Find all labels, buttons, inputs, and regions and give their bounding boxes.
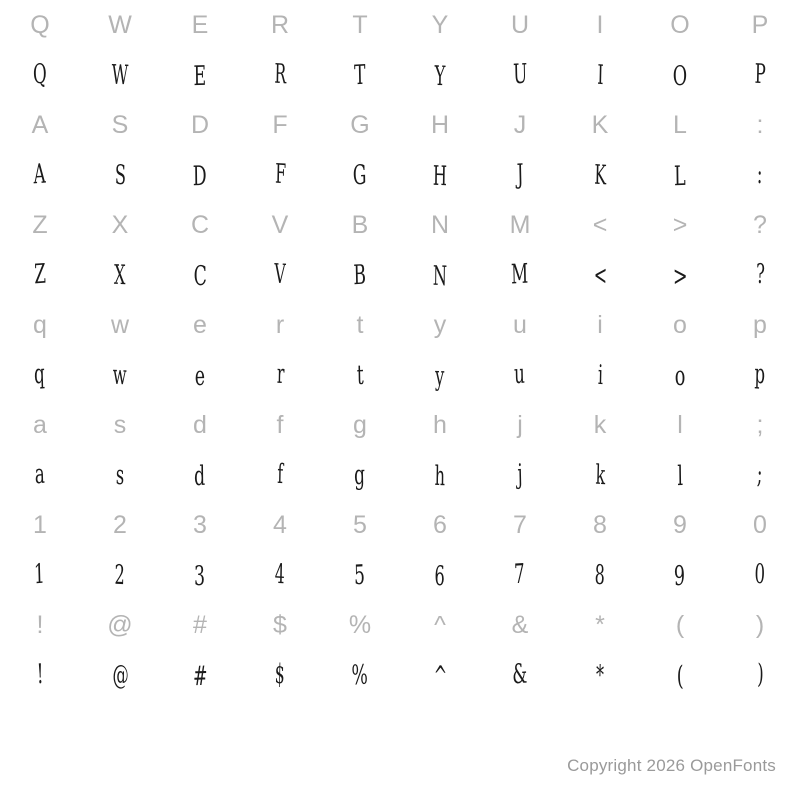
glyph-cell [240,300,320,350]
glyph-sample: j [516,458,523,490]
glyph-cell [240,350,320,400]
glyph-reference: : [756,110,764,139]
glyph-sample: E [193,60,207,92]
glyph-cell [80,150,160,200]
glyph-reference: T [352,10,368,39]
glyph-reference: P [751,10,769,39]
glyph-cell [640,300,720,350]
glyph-reference: & [511,610,529,639]
glyph-cell [80,200,160,250]
glyph-sample: K [593,159,607,191]
glyph-sample: Z [33,258,46,290]
glyph-cell [640,0,720,50]
glyph-cell [480,600,560,650]
glyph-cell [560,550,640,600]
glyph-cell [480,450,560,500]
glyph-sample: t [356,359,364,391]
glyph-reference: < [592,210,608,239]
glyph-cell [80,550,160,600]
glyph-reference: W [108,10,132,39]
glyph-sample: G [352,159,367,191]
glyph-cell [480,300,560,350]
glyph-reference: w [110,310,130,339]
glyph-reference: t [356,310,364,339]
glyph-cell [640,50,720,100]
glyph-cell [320,250,400,300]
glyph-cell [720,300,800,350]
glyph-cell [0,350,80,400]
glyph-sample: ^ [433,660,448,692]
glyph-reference: q [33,310,47,339]
glyph-reference: R [270,10,290,39]
glyph-cell [400,350,480,400]
glyph-reference: s [113,410,127,439]
glyph-cell [80,100,160,150]
glyph-cell [400,200,480,250]
glyph-cell [160,0,240,50]
glyph-sample: 8 [594,559,606,591]
copyright-notice: Copyright 2026 OpenFonts [567,756,776,775]
glyph-reference: 8 [593,510,607,539]
glyph-sample: 0 [754,558,766,590]
glyph-reference: A [31,110,49,139]
glyph-reference: N [430,210,450,239]
glyph-cell [0,450,80,500]
glyph-cell [0,400,80,450]
glyph-cell [80,350,160,400]
glyph-reference: f [276,410,284,439]
glyph-sample: > [672,260,688,292]
glyph-cell [720,150,800,200]
glyph-cell [320,650,400,700]
glyph-sample: U [512,58,528,90]
glyph-cell [560,400,640,450]
glyph-sample: 3 [194,560,206,592]
glyph-cell [400,550,480,600]
glyph-cell [320,100,400,150]
glyph-cell [640,150,720,200]
glyph-sample: s [115,459,125,491]
glyph-sample: h [434,460,446,492]
glyph-reference: X [111,210,129,239]
glyph-cell [240,650,320,700]
glyph-sample: B [353,259,367,291]
glyph-cell [320,300,400,350]
glyph-cell [80,300,160,350]
glyph-sample: 1 [34,558,46,590]
glyph-cell [400,0,480,50]
glyph-sample: i [597,359,604,391]
glyph-reference: U [510,10,530,39]
glyph-sample: u [514,358,526,390]
glyph-cell [640,350,720,400]
glyph-sample: F [274,158,286,190]
glyph-cell [480,50,560,100]
glyph-cell [240,200,320,250]
glyph-reference: d [193,410,207,439]
glyph-cell [320,0,400,50]
glyph-cell [560,150,640,200]
glyph-cell [240,100,320,150]
glyph-sample: p [754,358,766,390]
glyph-sample: ( [676,660,684,692]
glyph-sample: M [510,258,529,290]
glyph-reference: M [509,210,531,239]
glyph-sample: ; [757,458,764,490]
glyph-reference: 9 [673,510,687,539]
glyph-cell [480,250,560,300]
glyph-cell [0,550,80,600]
glyph-reference: u [513,310,527,339]
glyph-cell [240,550,320,600]
glyph-cell [160,350,240,400]
glyph-cell [720,0,800,50]
glyph-cell [480,350,560,400]
glyph-cell [240,250,320,300]
glyph-reference: o [673,310,687,339]
glyph-cell [640,200,720,250]
glyph-cell [320,500,400,550]
glyph-cell [160,400,240,450]
glyph-reference: 6 [433,510,447,539]
glyph-cell [240,400,320,450]
glyph-cell [560,450,640,500]
glyph-reference: E [191,10,209,39]
glyph-cell [160,50,240,100]
glyph-cell [640,450,720,500]
glyph-sample: N [432,260,448,292]
glyph-sample: Q [32,58,48,90]
glyph-cell [80,450,160,500]
glyph-cell [720,250,800,300]
glyph-cell [80,500,160,550]
glyph-cell [560,200,640,250]
glyph-sample: < [593,259,608,291]
glyph-reference: 0 [753,510,767,539]
glyph-cell [560,250,640,300]
glyph-cell [0,0,80,50]
glyph-cell [320,200,400,250]
glyph-cell [720,550,800,600]
glyph-cell [160,150,240,200]
glyph-sample: V [274,258,287,290]
glyph-sample: d [194,460,206,492]
glyph-sample: * [595,659,605,691]
glyph-cell [0,50,80,100]
glyph-reference: p [753,310,767,339]
glyph-sample: @ [111,659,129,691]
glyph-reference: S [111,110,129,139]
glyph-cell [400,50,480,100]
glyph-cell [320,450,400,500]
glyph-cell [720,600,800,650]
glyph-reference: D [190,110,210,139]
glyph-sample: % [351,659,369,691]
glyph-cell [80,600,160,650]
glyph-cell [400,600,480,650]
glyph-reference: G [350,110,370,139]
glyph-cell [0,100,80,150]
glyph-cell [560,500,640,550]
glyph-reference: * [595,610,605,639]
glyph-sample: f [276,458,284,490]
glyph-cell [80,50,160,100]
glyph-sample: ? [755,258,765,290]
glyph-cell [320,550,400,600]
glyph-cell [400,500,480,550]
glyph-cell [0,200,80,250]
glyph-sample: 2 [114,559,126,591]
glyph-reference: Z [32,210,48,239]
glyph-reference: F [272,110,288,139]
glyph-sample: S [114,159,126,191]
glyph-reference: ! [36,610,44,639]
glyph-sample: D [192,160,208,192]
glyph-reference: j [517,410,523,439]
glyph-cell [0,250,80,300]
glyph-reference: V [271,210,289,239]
glyph-reference: Y [431,10,449,39]
glyph-reference: Q [30,10,50,39]
glyph-reference: $ [273,610,287,639]
glyph-reference: ( [675,610,685,639]
glyph-reference: O [670,10,690,39]
glyph-sample: e [194,360,206,392]
glyph-cell [320,600,400,650]
glyph-cell [0,600,80,650]
glyph-sample: L [673,160,686,192]
glyph-sample: W [111,59,129,91]
glyph-reference: L [673,110,687,139]
glyph-cell [240,50,320,100]
glyph-sample: o [674,360,686,392]
glyph-cell [0,300,80,350]
glyph-sample: C [193,260,207,292]
glyph-sample: O [672,60,688,92]
glyph-cell [160,300,240,350]
glyph-reference: 4 [273,510,287,539]
glyph-cell [480,100,560,150]
glyph-cell [720,50,800,100]
glyph-cell [720,400,800,450]
glyph-reference: g [353,410,367,439]
glyph-sample: 4 [274,558,286,590]
glyph-cell [0,650,80,700]
glyph-sample: H [432,160,448,192]
glyph-reference: ^ [434,610,446,639]
glyph-sample: ! [35,658,44,690]
glyph-sample: ) [756,658,764,690]
glyph-cell [720,500,800,550]
glyph-cell [480,400,560,450]
glyph-reference: # [193,610,207,639]
glyph-reference: i [597,310,603,339]
glyph-cell [80,400,160,450]
glyph-cell [160,500,240,550]
glyph-sample: I [596,59,604,91]
glyph-cell [320,150,400,200]
glyph-cell [400,400,480,450]
glyph-cell [640,650,720,700]
glyph-cell [640,400,720,450]
glyph-reference: h [433,410,447,439]
glyph-reference: 2 [113,510,127,539]
glyph-reference: 1 [33,510,47,539]
glyph-cell [0,500,80,550]
glyph-cell [560,650,640,700]
glyph-reference: B [351,210,369,239]
glyph-cell [160,250,240,300]
glyph-sample: # [192,660,208,692]
glyph-cell [240,500,320,550]
glyph-reference: C [190,210,210,239]
glyph-reference: 7 [513,510,527,539]
glyph-cell [400,250,480,300]
glyph-cell [240,0,320,50]
glyph-cell [640,550,720,600]
glyph-sample: w [112,359,128,391]
glyph-reference: % [348,610,372,639]
glyph-cell [560,0,640,50]
glyph-cell [640,250,720,300]
glyph-sample: A [33,158,47,190]
glyph-cell [400,100,480,150]
glyph-sample: k [595,459,606,491]
glyph-cell [160,100,240,150]
glyph-reference: ; [756,410,764,439]
glyph-cell [320,350,400,400]
glyph-sample: l [676,460,683,492]
glyph-sample: a [34,458,46,490]
glyph-sample: J [516,158,524,190]
glyph-reference: l [677,410,683,439]
glyph-reference: r [275,310,285,339]
glyph-reference: y [433,310,447,339]
glyph-cell [320,50,400,100]
glyph-sample: $ [274,658,286,690]
glyph-reference: K [591,110,609,139]
glyph-sample: Y [434,60,446,92]
glyph-sample: q [33,358,46,390]
glyph-reference: k [593,410,607,439]
glyph-reference: > [672,210,688,239]
glyph-sample: X [114,259,127,291]
glyph-cell [720,100,800,150]
glyph-cell [720,450,800,500]
glyph-cell [480,650,560,700]
glyph-reference: J [513,110,527,139]
glyph-reference: I [596,10,604,39]
glyph-cell [400,300,480,350]
glyph-cell [720,650,800,700]
glyph-cell [400,150,480,200]
glyph-reference: a [33,410,47,439]
glyph-sample: 9 [674,560,686,592]
glyph-cell [480,500,560,550]
glyph-cell [400,650,480,700]
glyph-sample: 6 [434,560,446,592]
glyph-cell [560,350,640,400]
glyph-sample: T [353,59,366,91]
glyph-cell [160,600,240,650]
glyph-cell [160,650,240,700]
glyph-cell [80,650,160,700]
glyph-cell [480,150,560,200]
glyph-cell [720,350,800,400]
glyph-cell [560,600,640,650]
glyph-reference: H [430,110,450,139]
glyph-cell [0,150,80,200]
glyph-cell [560,50,640,100]
glyph-cell [320,400,400,450]
glyph-cell [400,450,480,500]
glyph-cell [640,500,720,550]
glyph-cell [640,100,720,150]
glyph-cell [160,200,240,250]
glyph-cell [240,150,320,200]
glyph-sample: 7 [514,558,526,590]
glyph-sample: y [435,360,445,392]
glyph-sample: r [276,358,285,390]
glyph-cell [160,550,240,600]
glyph-sample: g [354,459,366,491]
glyph-sample: P [754,58,767,90]
glyph-cell [80,250,160,300]
glyph-reference: 3 [193,510,207,539]
glyph-cell [160,450,240,500]
glyph-sample: 5 [354,559,366,591]
glyph-cell [240,600,320,650]
glyph-cell [80,0,160,50]
glyph-cell [560,300,640,350]
glyph-reference: @ [107,610,133,639]
glyph-reference: ) [755,610,765,639]
glyph-cell [480,0,560,50]
glyph-cell [240,450,320,500]
glyph-cell [480,550,560,600]
glyph-cell [480,200,560,250]
glyph-cell [720,200,800,250]
glyph-cell [560,100,640,150]
glyph-sample: : [757,158,764,190]
glyph-sample: & [512,658,528,690]
glyph-reference: ? [753,210,767,239]
glyph-reference: e [193,310,207,339]
glyph-reference: 5 [353,510,367,539]
glyph-cell [640,600,720,650]
glyph-sample: R [273,58,287,90]
